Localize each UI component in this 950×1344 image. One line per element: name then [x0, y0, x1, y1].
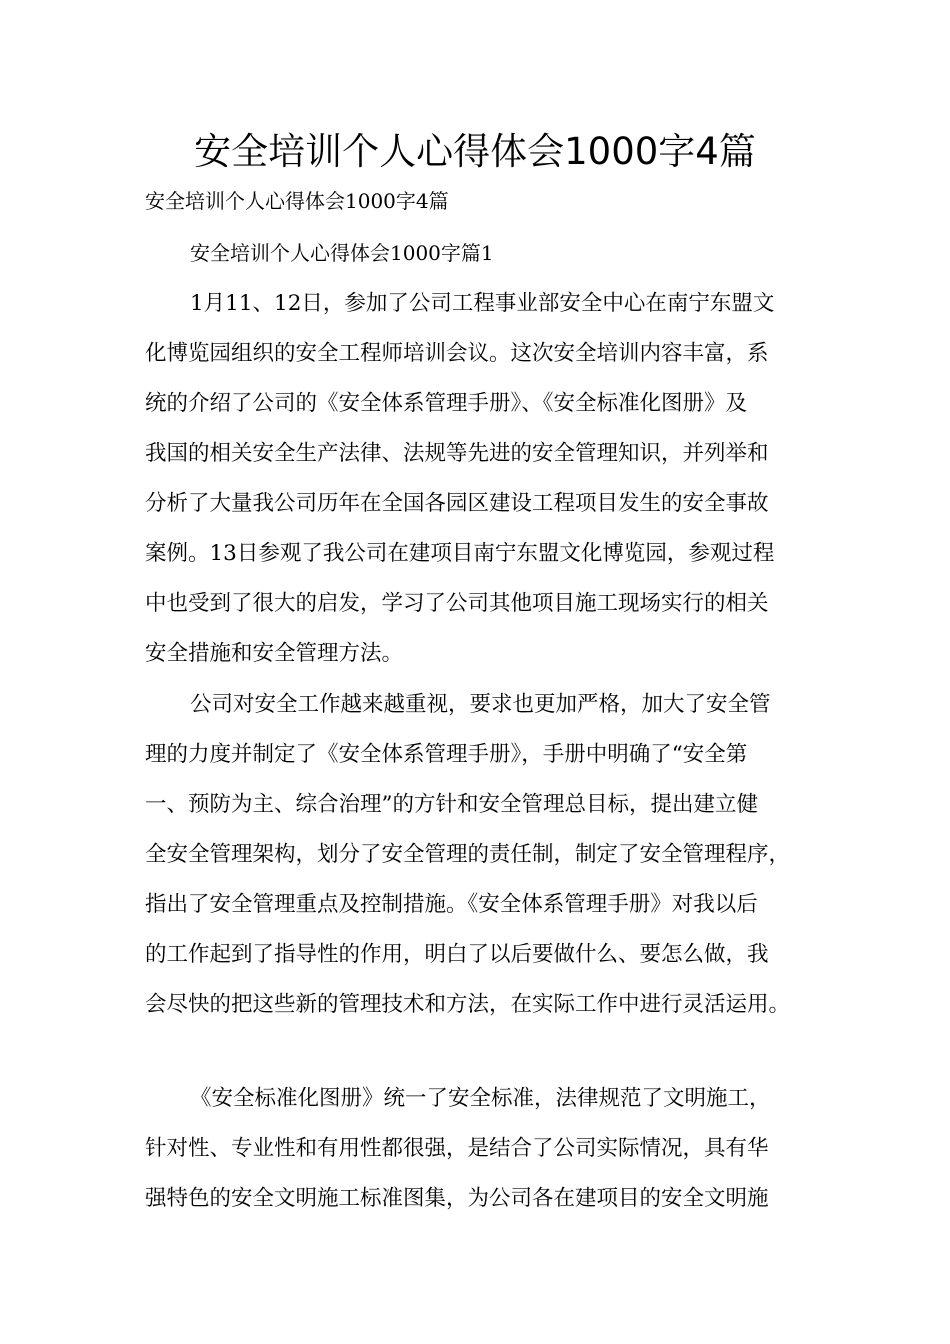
paragraph-line: 公司对安全工作越来越重视，要求也更加严格，加大了安全管	[190, 692, 771, 717]
paragraph-line: 1月11、12日，参加了公司工程事业部安全中心在南宁东盟文	[190, 291, 775, 316]
paragraph-line: 中也受到了很大的启发，学习了公司其他项目施工现场实行的相关	[145, 591, 769, 616]
paragraph-line: 针对性、专业性和有用性都很强，是结合了公司实际情况，具有华	[145, 1136, 769, 1161]
paragraph-line: 我国的相关安全生产法律、法规等先进的安全管理知识，并列举和	[145, 441, 769, 466]
paragraph-line: 会尽快的把这些新的管理技术和方法，在实际工作中进行灵活运用。	[145, 992, 791, 1017]
paragraph-line: 分析了大量我公司历年在全国各园区建设工程项目发生的安全事故	[145, 491, 769, 516]
paragraph-line: 的工作起到了指导性的作用，明白了以后要做什么、要怎么做，我	[145, 942, 769, 967]
paragraph-line: 指出了安全管理重点及控制措施。《安全体系管理手册》对我以后	[145, 892, 758, 917]
paragraph-line: 统的介绍了公司的《安全体系管理手册》、《安全标准化图册》及	[145, 391, 748, 416]
paragraph-line: 化博览园组织的安全工程师培训会议。这次安全培训内容丰富，系	[145, 341, 769, 366]
paragraph-line: 理的力度并制定了《安全体系管理手册》，手册中明确了“安全第	[145, 742, 748, 767]
paragraph-line: 一、预防为主、综合治理”的方针和安全管理总目标，提出建立健	[145, 792, 758, 817]
paragraph-line: 《安全标准化图册》统一了安全标准，法律规范了文明施工，	[190, 1086, 771, 1111]
paragraph-line: 全安全管理架构，划分了安全管理的责任制，制定了安全管理程序，	[145, 842, 791, 867]
paragraph-line: 强特色的安全文明施工标准图集，为公司各在建项目的安全文明施	[145, 1186, 769, 1211]
paragraph-line: 安全措施和安全管理方法。	[145, 641, 404, 666]
section-heading: 安全培训个人心得体会1000字篇1	[190, 241, 494, 265]
paragraph-line: 案例。13日参观了我公司在建项目南宁东盟文化博览园，参观过程	[145, 541, 775, 566]
document-subtitle: 安全培训个人心得体会1000字4篇	[145, 189, 449, 213]
document-title: 安全培训个人心得体会1000字4篇	[194, 130, 756, 173]
